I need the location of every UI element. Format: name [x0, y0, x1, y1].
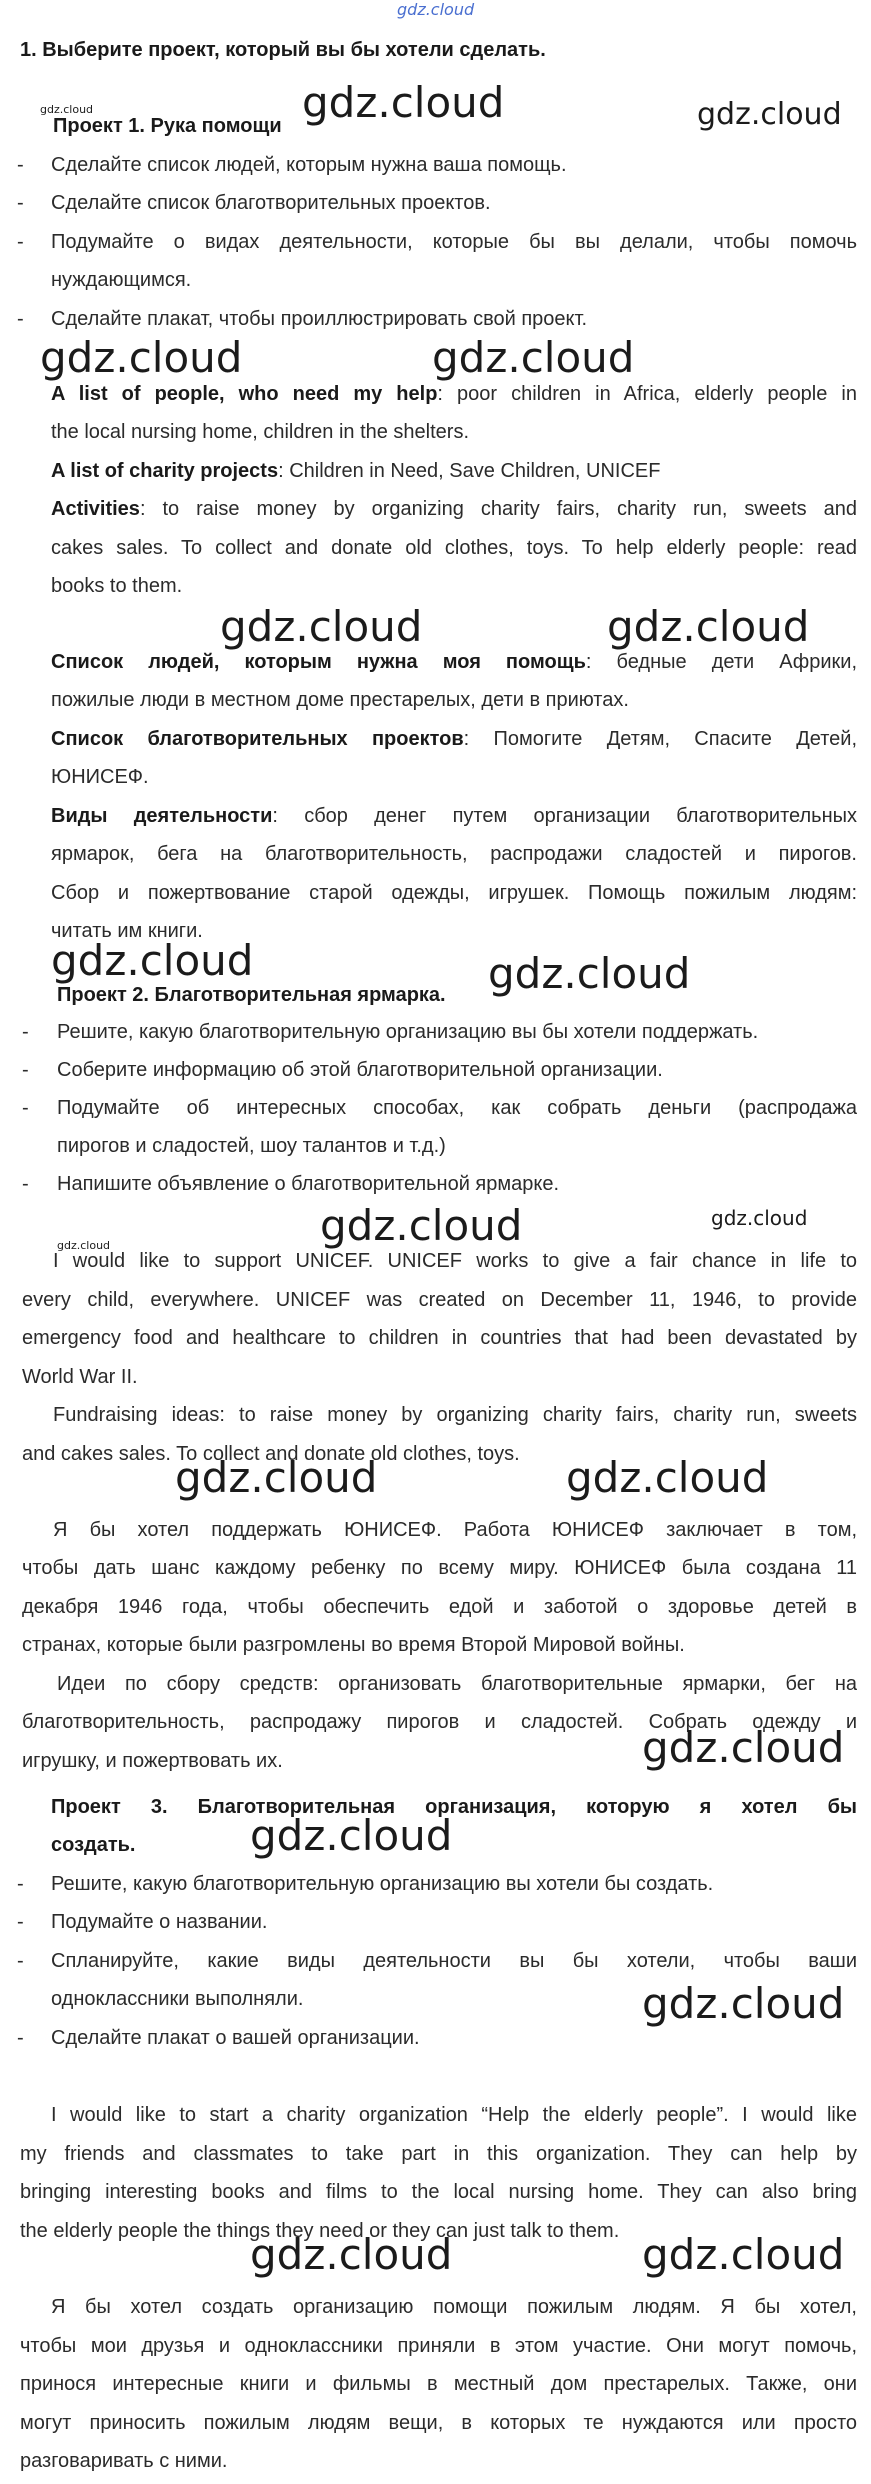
list-dash: -: [22, 1173, 29, 1195]
ru-p3-line: разговаривать с ними.: [20, 2450, 228, 2472]
en-charity-text: : Children in Need, Save Children, UNICEF: [278, 460, 661, 482]
ru-charity-line: ЮНИСЕФ.: [51, 766, 149, 788]
watermark: gdz.cloud: [175, 1453, 378, 1502]
list-dash: -: [22, 1097, 29, 1119]
project3-title: Проект 3. Благотворительная организация, которую я хотел бы: [51, 1796, 857, 1818]
project2-item: Решите, какую благотворительную организацию вы бы хотели поддержать.: [57, 1021, 759, 1043]
ru-p1-line: чтобы дать шанс каждому ребенку по всему миру. ЮНИСЕФ была создана 11: [22, 1557, 857, 1579]
project3-item: Подумайте о названии.: [51, 1911, 268, 1933]
project2-title: Проект 2. Благотворительная ярмарка.: [57, 984, 446, 1006]
watermark: gdz.cloud: [432, 333, 635, 382]
watermark: gdz.cloud: [51, 936, 254, 985]
ru-activities-label: Виды деятельности: [51, 805, 273, 827]
ru-p2-line: благотворительность, распродажу пирогов и сладостей. Собрать одежду и: [22, 1711, 857, 1733]
ru-activities-text: : сбор денег путем организации благотворительных: [272, 805, 857, 827]
watermark: gdz.cloud: [488, 949, 691, 998]
ru-people-line: пожилые люди в местном доме престарелых, дети в приютах.: [51, 689, 629, 711]
en-p3-line: the elderly people the things they need or they can just talk to them.: [20, 2220, 620, 2242]
list-dash: -: [17, 154, 24, 176]
watermark: gdz.cloud: [320, 1201, 523, 1250]
project1-title: Проект 1. Рука помощи: [53, 115, 282, 137]
en-activities-line: books to them.: [51, 575, 183, 597]
en-people-text: : poor children in Africa, elderly people in: [437, 383, 857, 405]
ru-p3-line: могут приносить пожилым людям вещи, в которых те нуждаются или просто: [20, 2412, 857, 2434]
ru-p2-line: игрушку, и пожертвовать их.: [22, 1750, 283, 1772]
list-dash: -: [17, 1911, 24, 1933]
en-activities-text: : to raise money by organizing charity fairs, charity run, sweets and: [139, 498, 857, 520]
en-activities-line: cakes sales. To collect and donate old clothes, toys. To help elderly people: read: [51, 537, 857, 559]
project1-item: Сделайте список людей, которым нужна ваша помощь.: [51, 154, 567, 176]
ru-people-line: [51, 648, 857, 676]
watermark: gdz.cloud: [607, 602, 810, 651]
ru-activities-line: Сбор и пожертвование старой одежды, игрушек. Помощь пожилым людям:: [51, 882, 857, 904]
en-activities-label: Activities: [51, 498, 140, 520]
ru-p3-line: принося интересные книги и фильмы в местный дом престарелых. Также, они: [20, 2373, 857, 2395]
ru-p2-line: Идеи по сбору средств: организовать благотворительные ярмарки, бег на: [57, 1673, 857, 1695]
watermark: gdz.cloud: [250, 2230, 453, 2279]
watermark: gdz.cloud: [250, 1811, 453, 1860]
project2-item: Напишите объявление о благотворительной ярмарке.: [57, 1173, 560, 1195]
project3-title: создать.: [51, 1834, 136, 1856]
project3-item: Сделайте плакат о вашей организации.: [51, 2027, 420, 2049]
en-people-line: the local nursing home, children in the shelters.: [51, 421, 470, 443]
list-dash: -: [17, 1950, 24, 1972]
en-p1-line: World War II.: [22, 1366, 138, 1388]
watermark: gdz.cloud: [642, 2230, 845, 2279]
watermark: gdz.cloud: [40, 333, 243, 382]
ru-charity-line: [51, 725, 857, 753]
ru-p3-line: чтобы мои друзья и одноклассники приняли в этом участие. Они могут помочь,: [20, 2335, 857, 2357]
project2-item: Соберите информацию об этой благотворительной организации.: [57, 1059, 663, 1081]
en-p1-line: emergency food and healthcare to children in countries that had been devastated by: [22, 1327, 857, 1349]
watermark: gdz.cloud: [302, 78, 505, 127]
watermark: gdz.cloud: [642, 1979, 845, 2028]
project2-item: пирогов и сладостей, шоу талантов и т.д.): [57, 1135, 446, 1157]
en-charity-line: [51, 457, 857, 485]
ru-p1-line: странах, которые были разгромлены во время Второй Мировой войны.: [22, 1634, 685, 1656]
ru-charity-label: Список благотворительных проектов: [51, 728, 464, 750]
list-dash: -: [22, 1059, 29, 1081]
ru-p3-line: Я бы хотел создать организацию помощи пожилым людям. Я бы хотел,: [51, 2296, 857, 2318]
list-dash: -: [17, 2027, 24, 2049]
ru-people-label: Список людей, которым нужна моя помощь: [51, 651, 586, 673]
en-p2-line: and cakes sales. To collect and donate old clothes, toys.: [22, 1443, 520, 1465]
list-dash: -: [22, 1021, 29, 1043]
project3-item: Спланируйте, какие виды деятельности вы бы хотели, чтобы ваши: [51, 1950, 857, 1972]
en-p3-line: I would like to start a charity organization “Help the elderly people”. I would like: [51, 2104, 857, 2126]
en-people-line: [51, 380, 857, 408]
ru-charity-text: : Помогите Детям, Спасите Детей,: [463, 728, 857, 750]
en-p2-line: Fundraising ideas: to raise money by organizing charity fairs, charity run, sweets: [53, 1404, 857, 1426]
list-dash: -: [17, 1873, 24, 1895]
watermark: gdz.cloud: [57, 1239, 111, 1252]
watermark: gdz.cloud: [566, 1453, 769, 1502]
project2-item: Подумайте об интересных способах, как собрать деньги (распродажа: [57, 1097, 857, 1119]
ru-activities-line: читать им книги.: [51, 920, 203, 942]
list-dash: -: [17, 231, 24, 253]
ru-activities-line: [51, 802, 857, 830]
ru-activities-line: ярмарок, бега на благотворительность, распродажи сладостей и пирогов.: [51, 843, 857, 865]
list-dash: -: [17, 192, 24, 214]
en-p1-line: I would like to support UNICEF. UNICEF works to give a fair chance in life to: [53, 1250, 857, 1272]
en-p3-line: bringing interesting books and films to the local nursing home. They can also bring: [20, 2181, 857, 2203]
project3-item: одноклассники выполняли.: [51, 1988, 304, 2010]
project1-item: Подумайте о видах деятельности, которые бы вы делали, чтобы помочь: [51, 231, 857, 253]
en-p1-line: every child, everywhere. UNICEF was created on December 11, 1946, to provide: [22, 1289, 857, 1311]
project1-item: Сделайте плакат, чтобы проиллюстрировать свой проект.: [51, 308, 588, 330]
task-title: 1. Выберите проект, который вы бы хотели сделать.: [20, 39, 546, 61]
project3-item: Решите, какую благотворительную организацию вы хотели бы создать.: [51, 1873, 714, 1895]
en-people-label: A list of people, who need my help: [51, 383, 438, 405]
ru-people-text: : бедные дети Африки,: [585, 651, 857, 673]
en-p3-line: my friends and classmates to take part in this organization. They can help by: [20, 2143, 857, 2165]
watermark: gdz.cloud: [711, 1206, 808, 1230]
project1-item: Сделайте список благотворительных проектов.: [51, 192, 491, 214]
watermark-top: gdz.cloud: [397, 0, 475, 19]
ru-p1-line: декабря 1946 года, чтобы обеспечить едой и заботой о здоровье детей в: [22, 1596, 857, 1618]
en-activities-line: [51, 495, 857, 523]
watermark: gdz.cloud: [220, 602, 423, 651]
ru-p1-line: Я бы хотел поддержать ЮНИСЕФ. Работа ЮНИСЕФ заключает в том,: [53, 1519, 857, 1541]
list-dash: -: [17, 308, 24, 330]
watermark: gdz.cloud: [40, 103, 94, 116]
project1-item: нуждающимся.: [51, 269, 192, 291]
en-charity-label: A list of charity projects: [51, 460, 279, 482]
watermark: gdz.cloud: [697, 97, 842, 132]
watermark: gdz.cloud: [642, 1723, 845, 1772]
